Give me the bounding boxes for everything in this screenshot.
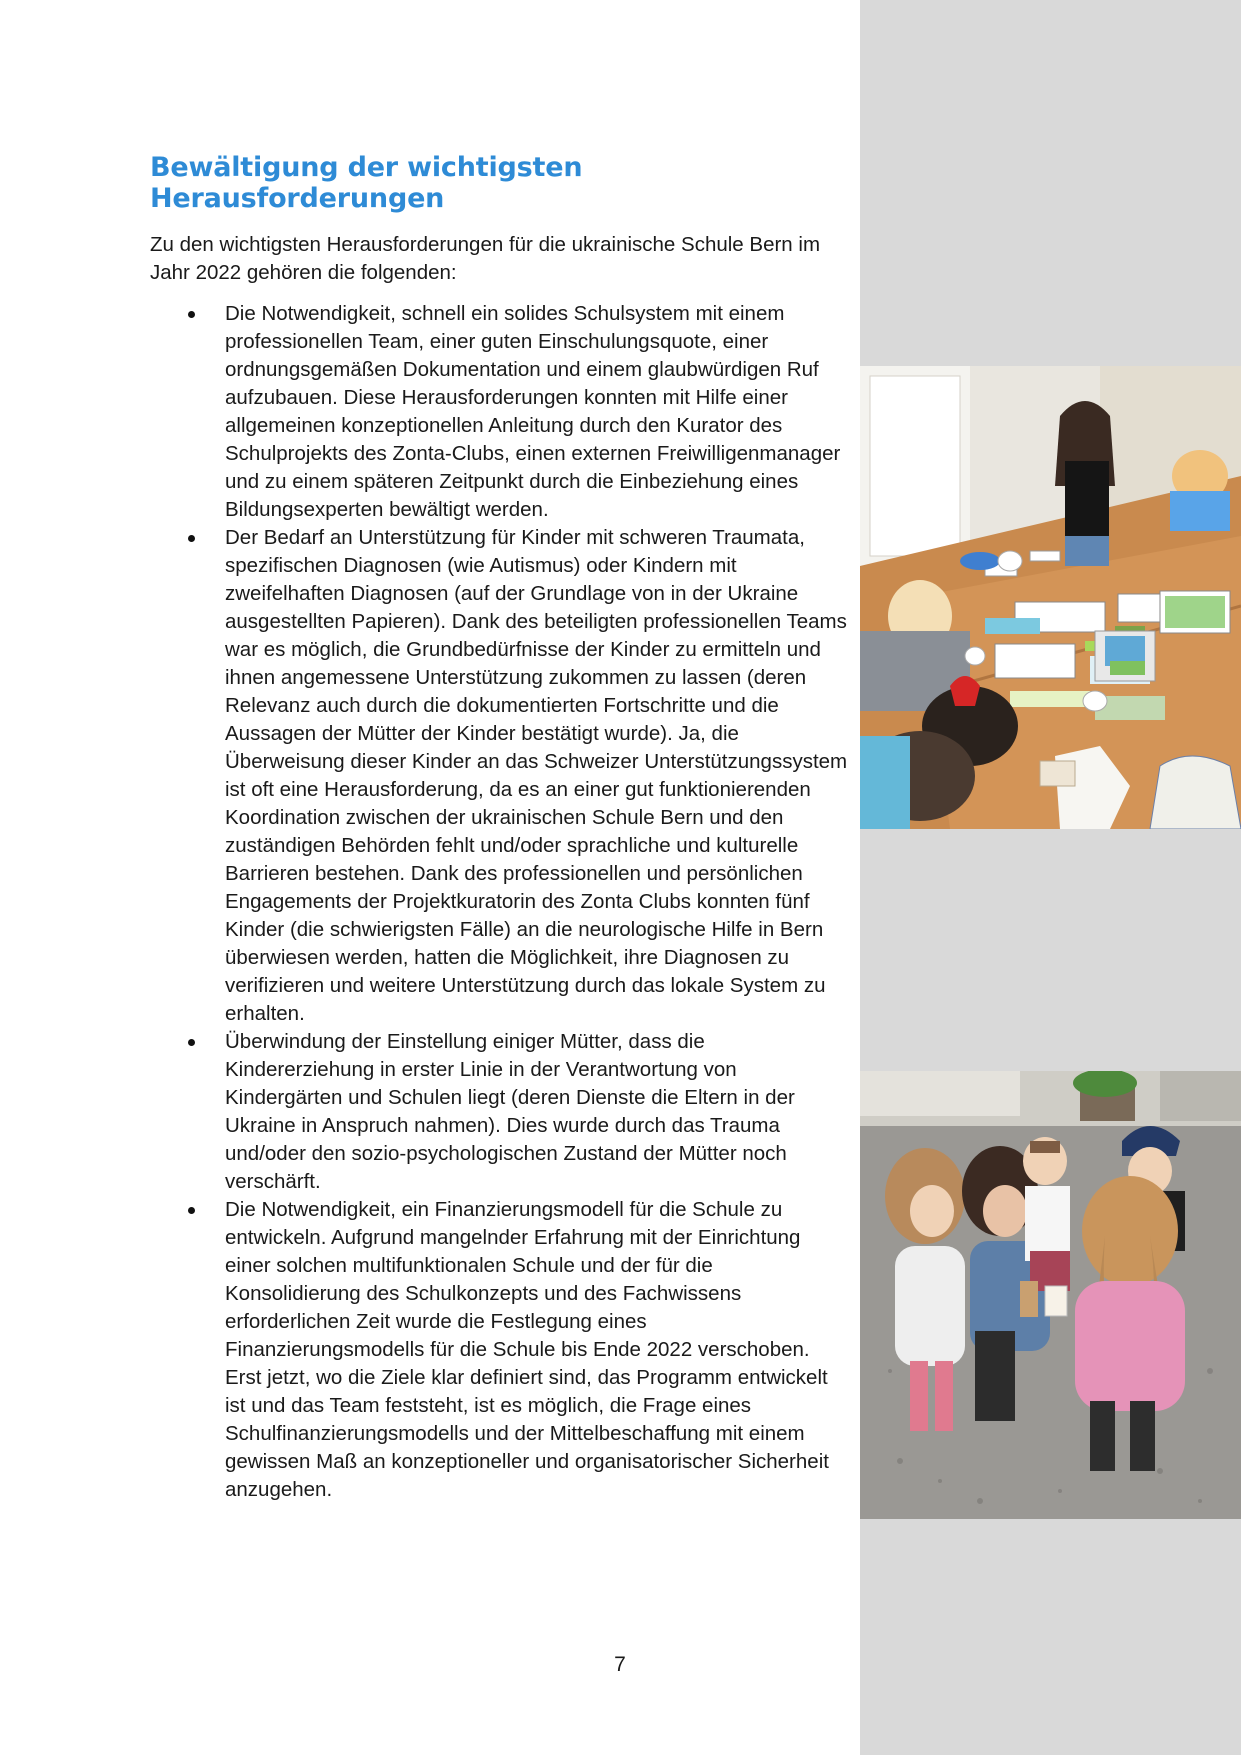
classroom-photo <box>860 366 1241 829</box>
list-item-text: Der Bedarf an Unterstützung für Kinder mit schweren Traumata, spezifischen Diagnosen (wie Autismus) oder Kindern mit zweifelhaften Diagnosen (auf der Grundlage von in der Ukraine ausgestellten Papieren). Dank des beteiligten professionellen Teams war es möglich, die Grundbedürfnisse der Kinder zu ermitteln und ihnen angemessene Unterstützung zukommen zu lassen (deren Relevanz auch durch die dokumentierten Fortschritte und die Aussagen der Mütter der Kinder bestätigt wurde). Ja, die Überweisung dieser Kinder an das Schweizer Unterstützungssystem ist oft eine Herausforderung, da es an einer gut funktionierenden Koordination zwischen der ukrainischen Schule Bern und den zuständigen Behörden fehlt und/oder sprachliche und kulturelle Barrieren bestehen. Dank des professionellen und persönlichen Engagements der Projektkuratorin des Zonta Clubs konnten fünf Kinder (die schwierigsten Fälle) an die neurologische Hilfe in Bern überwiesen werden, hatten die Möglichkeit, ihre Diagnosen zu verifizieren und weitere Unterstützung durch das lokale System zu erhalten. <box>225 526 848 1025</box>
list-item <box>150 1196 850 1504</box>
list-item-text: Die Notwendigkeit, schnell ein solides Schulsystem mit einem professionellen Team, einer guten Einschulungsquote, einer ordnungsgemäßen Dokumentation und einem glaubwürdigen Ruf aufzubauen. Diese Herausforderungen konnten mit Hilfe einer allgemeinen konzeptionellen Anleitung durch den Kurator des Schulprojekts des Zonta-Clubs, einen externen Freiwilligenmanager und zu einem späteren Zeitpunkt durch die Einbeziehung eines Bildungsexperten bewältigt werden. <box>225 302 841 521</box>
bullet-icon <box>188 1207 195 1214</box>
page-number: 7 <box>614 1653 626 1676</box>
challenges-list <box>150 300 850 1504</box>
bullet-icon <box>188 1039 195 1046</box>
list-item <box>150 1028 850 1196</box>
list-item <box>150 300 850 524</box>
list-item-text: Die Notwendigkeit, ein Finanzierungsmodell für die Schule zu entwickeln. Aufgrund mangelnder Erfahrung mit der Einrichtung einer solchen multifunktionalen Schule und der für die Konsolidierung des Schulkonzepts und des Fachwissens erforderlichen Zeit wurde die Festlegung eines Finanzierungsmodells für die Schule bis Ende 2022 verschoben. Erst jetzt, wo die Ziele klar definiert sind, das Programm entwickelt ist und das Team feststeht, ist es möglich, die Frage eines Schulfinanzierungsmodells und der Mittelbeschaffung mit einem gewissen Maß an konzeptioneller und organisatorischer Sicherheit anzugehen. <box>225 1198 829 1501</box>
list-item-text: Überwindung der Einstellung einiger Mütter, dass die Kindererziehung in erster Linie in der Verantwortung von Kindergärten und Schulen liegt (deren Dienste die Eltern in der Ukraine in Anspruch nahmen). Dies wurde durch das Trauma und/oder den sozio-psychologischen Zustand der Mütter noch verschärft. <box>225 1030 795 1193</box>
bullet-icon <box>188 535 195 542</box>
list-item <box>150 524 850 1028</box>
outdoor-group-photo <box>860 1071 1241 1519</box>
bullet-icon <box>188 311 195 318</box>
section-heading: Bewältigung der wichtigsten Herausforderungen <box>150 152 583 214</box>
intro-paragraph: Zu den wichtigsten Herausforderungen für die ukrainische Schule Bern im Jahr 2022 gehören die folgenden: <box>150 233 821 284</box>
